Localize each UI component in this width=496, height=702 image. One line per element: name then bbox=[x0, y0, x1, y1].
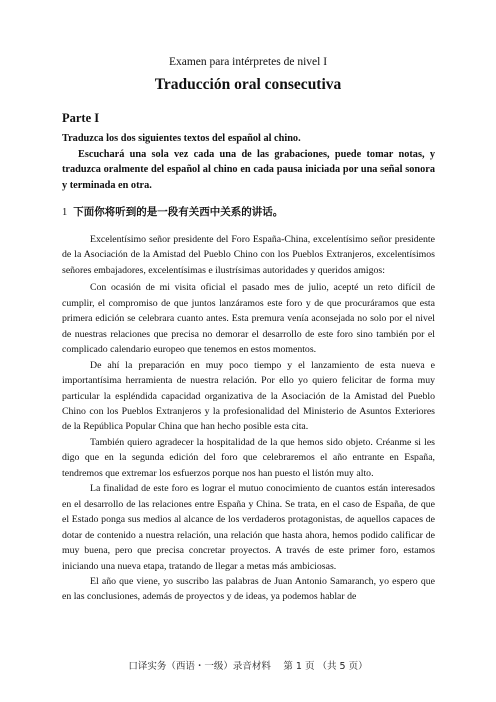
main-title: Traducción oral consecutiva bbox=[154, 76, 342, 93]
question-prompt: 下面你将听到的是一段有关西中关系的讲话。 bbox=[73, 206, 284, 218]
paragraph: Con ocasión de mi visita oficial el pasado mes de julio, acepté un reto difícil de cumplir, el compromiso de que juntos lanzáramos este foro y de que procuráramos que esta primera edición se celebrara cuanto antes. Esta premura venía aconsejada no solo por el nivel de nuestras relaciones que precisa no demorar el desarrollo de este foro sino también por el complicado calendario europeo que tenemos en estos momentos. bbox=[62, 282, 435, 356]
paragraph: El año que viene, yo suscribo las palabras de Juan Antonio Samaranch, yo espero que en las conclusiones, además de proyectos y de ideas, ya podemos hablar de bbox=[62, 575, 435, 603]
part-title: Parte I bbox=[62, 111, 100, 125]
question-number: 1 bbox=[62, 207, 68, 218]
speech-text bbox=[62, 232, 435, 605]
paragraph: Excelentísimo señor presidente del Foro España-China, excelentísimo señor presidente de la Asociación de la Amistad del Pueblo Chino con los Pueblos Extranjeros, excelentísimos señores embajadores, excelentísimas e ilustrísimas autoridades y queridos amigos: bbox=[62, 234, 435, 276]
paragraph: De ahí la preparación en muy poco tiempo y el lanzamiento de esta nueva e importantísima herramienta de nuestra relación. Por ello yo quiero felicitar de forma muy particular la espléndida capacidad organizativa de la Asociación de la Amistad del Pueblo Chino con los Pueblos Extranjeros y la profesionalidad del Ministerio de Asuntos Exteriores de la República Popular China que han hecho posible esta cita. bbox=[62, 359, 435, 433]
instructions bbox=[62, 131, 435, 193]
instruction-line-1: Traduzca los dos siguientes textos del español al chino. bbox=[62, 133, 301, 144]
paragraph: La finalidad de este foro es lograr el mutuo conocimiento de cuantos están interesados en el desarrollo de las relaciones entre España y China. Se trata, en el caso de España, de que el Estado ponga sus medios al alcance de los verdaderos protagonistas, de aquellos capaces de dotar de contenido a nuestra relación, una relación que hasta ahora, hemos podido calificar de muy buena, pero que precisa concretar proyectos. A través de este primer foro, estamos iniciando una nueva etapa, tratando de llegar a metas más ambiciosas. bbox=[62, 483, 435, 572]
question-heading bbox=[62, 204, 283, 219]
page-footer: 口译实务（西语・一级）录音材料 第 1 页 （共 5 页） bbox=[128, 661, 368, 672]
instruction-line-2: Escuchará una sola vez cada una de las grabaciones, puede tomar notas, y traduzca oralmente del español al chino en cada pausa iniciada por una señal sonora y terminada en otra. bbox=[62, 148, 435, 191]
exam-title: Examen para intérpretes de nivel I bbox=[168, 56, 328, 68]
paragraph: También quiero agradecer la hospitalidad de la que hemos sido objeto. Créanme si les digo que en la segunda edición del foro que celebraremos el año entrante en España, tendremos que extremar los esfuerzos porque nos han puesto el listón muy alto. bbox=[62, 436, 435, 479]
